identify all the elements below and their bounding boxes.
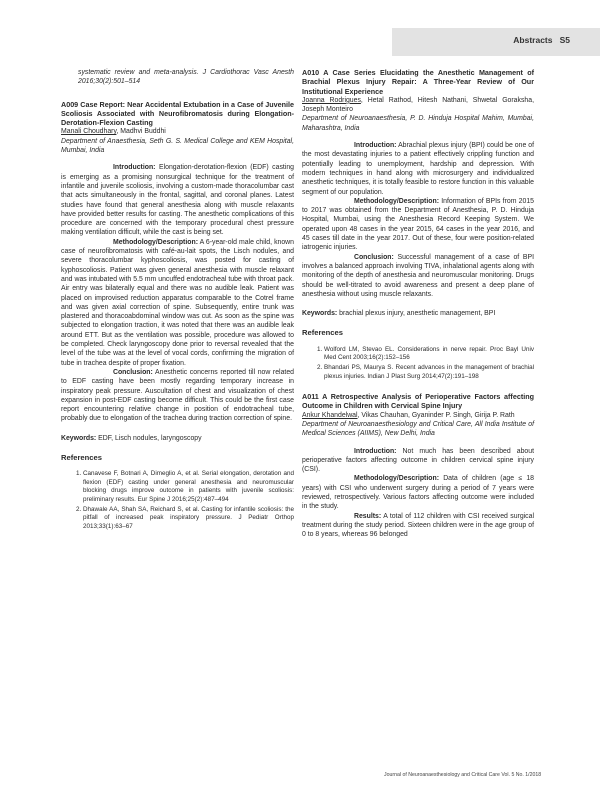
keywords-text: EDF, Lisch nodules, laryngoscopy (96, 434, 202, 442)
co-authors: , Vikas Chauhan, Gyaninder P. Singh, Girija P. Rath (357, 411, 515, 419)
reference-item: 1. Wolford LM, Stevao EL. Considerations in nerve repair. Proc Bayl Univ Med Cent 2003;16(2):152–156 (324, 346, 534, 363)
conclusion-paragraph (302, 253, 534, 299)
co-authors: , Hetal Rathod, Hitesh Nathani, Shwetal Goraksha, Joseph Monteiro (302, 96, 534, 114)
abstract-title: A011 A Retrospective Analysis of Perioperative Factors affecting Outcome in Children with Cervical Spine Injury (302, 392, 534, 411)
keywords-label: Keywords: (61, 434, 97, 442)
keywords-text: brachial plexus injury, anesthetic management, BPI (337, 310, 496, 318)
spacer (302, 382, 534, 392)
section-label: Results: (354, 512, 382, 520)
abstract-affiliation: Department of Neuroanaesthesia, P. D. Hinduja Hospital Mahim, Mumbai, Maharashtra, India (302, 115, 534, 132)
section-label: Conclusion: (354, 253, 394, 261)
continuation-reference: systematic review and meta-analysis. J Cardiothorac Vasc Anesth 2016;30(2):501–514 (78, 69, 294, 86)
header-label (513, 35, 570, 45)
section-text: Data of children (age ≤ 18 years) with CSI who underwent surgery during a period of 7 years were reviewed, retrospectively. Various factors affecting outcome were included in the study. (302, 475, 534, 511)
right-column (302, 68, 534, 540)
page-header (0, 28, 600, 56)
presenting-author: Joanna Rodrigues (302, 96, 361, 104)
introduction-paragraph (302, 141, 534, 197)
section-text: A total of 112 children with CSI received surgical treatment during the study period. Sixteen children were in the age group of 0 to 8 years, whereas 96 belonged (302, 512, 534, 539)
section-label: Methodology/Description: (113, 238, 198, 246)
section-label: Methodology/Description: (354, 197, 439, 205)
abstract-authors (302, 411, 534, 420)
section-label: Conclusion: (113, 368, 153, 376)
header-page-number: S5 (559, 35, 570, 45)
methodology-paragraph (302, 474, 534, 511)
methodology-paragraph (302, 197, 534, 253)
page-footer: Journal of Neuroanaesthesiology and Critical Care Vol. 5 No. 1/2018 (384, 772, 542, 778)
conclusion-paragraph (61, 368, 294, 424)
reference-item: 2. Bhandari PS, Maurya S. Recent advances in the management of brachial plexus injuries. Indian J Plast Surg 2014;47(2):191–198 (324, 364, 534, 381)
abstract-affiliation: Department of Anaesthesia, Seth G. S. Medical College and KEM Hospital, Mumbai, India (61, 137, 294, 155)
abstract-title: A010 A Case Series Elucidating the Anesthetic Management of Brachial Plexus Injury Repair: A Three-Year Review of Our Institutional Experience (302, 68, 534, 96)
co-authors: , Madhvi Buddhi (116, 128, 166, 136)
section-text: Abrachial plexus injury (BPI) could be one of the most devastating injuries to a patient effectively crippling function and potentially leading to unemployment, hardship and depression. With modern techniques in hand along with microsurgery and individualized anesthetic techniques, it is totally feasible to restore function in this valuable segment of our population. (302, 142, 534, 196)
reference-list (61, 470, 294, 531)
abstract-a010 (302, 68, 534, 381)
introduction-paragraph (302, 447, 534, 475)
abstract-title: A009 Case Report: Near Accidental Extubation in a Case of Juvenile Scoliosis Associated with Neurofibromatosis during Elongation-Derotation-Flexion Casting (61, 99, 294, 128)
abstract-authors (61, 127, 294, 136)
section-text: Information of BPIs from 2015 to 2017 was obtained from the Department of Anesthesia, P. D. Hinduja Hospital, Mumbai, using the Anesthesia Record Keeping System. We operated upon 48 cases in the year 2015, 64 cases in the year 2016, and 45 cases till date in the year 2017. Out of these, four were position-related iatrogenic injuries. (302, 197, 534, 252)
section-label: Methodology/Description: (354, 475, 439, 483)
results-paragraph (302, 512, 534, 540)
references-heading: References (302, 328, 343, 338)
section-label: Introduction: (113, 164, 156, 172)
abstract-affiliation: Department of Neuroanaesthesiology and Critical Care, All India Institute of Medical Sciences (AIIMS), New Delhi, India (302, 420, 534, 438)
header-section: Abstracts (513, 35, 553, 45)
section-label: Introduction: (354, 142, 397, 150)
presenting-author: Ankur Khandelwal (302, 411, 358, 419)
references-heading: References (61, 452, 102, 462)
presenting-author: Manali Choudhary (61, 128, 117, 136)
section-text: Not much has been described about perioperative factors affecting outcome in children cervical spine injury (CSI). (302, 447, 534, 474)
abstract-a011 (302, 392, 534, 539)
section-text: A 6-year-old male child, known case of neurofibromatosis with café-au-lait spots, the Lisch nodules, and severe thoracolumbar kyphoscoliosis, was posted for casting of kyphoscoliosis. Patient was given general anesthesia with muscle relaxant and was intubated with 5.5 mm uncuffed endotracheal tube with throat pack. Air entry was bilaterally equal and there was no audible leak. Patient was placed on improvised reduction apparatus comparable to the Cotrel frame and was given axial correction of spine. Subsequently, entire trunk was plastered and thoracoabdominal window was cut. As soon as the spine was subjected to elongation traction, it was noted that there was an audible leak around ETT. But as the ventilation was possible, procedure was allowed to be completed. Check laryngoscopy done prior to reversal revealed that the level of the tube was at the level of vocal cords, confirming the migration of tube in trachea despite of proper fixation. (61, 238, 294, 367)
left-column (61, 68, 294, 532)
section-text: Successful management of a case of BPI involves a balanced approach involving TIVA, inhalational agents along with monitoring of the depth of anesthesia and neuromuscular monitoring. Drugs should be well-titrated to avoid awareness and present a deep plane of anesthesia without using muscle relaxants. (302, 253, 534, 298)
reference-item: 2. Dhawale AA, Shah SA, Reichard S, et al. Casting for infantile scoliosis: the pitfall of increased peak inspiratory pressure. J Pediatr Orthop 2013;33(1):63–67 (83, 506, 294, 532)
reference-item: 1. Canavese F, Botnari A, Dimeglio A, et al. Serial elongation, derotation and flexion (EDF) casting under general anesthesia and neuromuscular blocking drugs improve outcome in patients with juvenile scoliosis: preliminary results. Eur Spine J 2016;25(2):487–494 (83, 470, 294, 504)
abstract-a009 (61, 100, 294, 532)
abstract-authors (302, 96, 534, 115)
introduction-paragraph (61, 163, 294, 237)
section-label: Introduction: (354, 447, 397, 455)
methodology-paragraph (61, 238, 294, 368)
section-text: Elongation-derotation-flexion (EDF) casting is emerging as a promising nonsurgical technique for the treatment of infantile and juvenile scoliosis, involving a custom-made thoracolumbar cast that acts simultaneously in the frontal, sagittal, and coronal planes. Latest studies have found that general anesthesia along with muscle relaxants have provided better results for casting. The anesthetic complications of this procedure are concerned with the temporary procedural chest pressure making ventilation difficult, while the cast is being set. (61, 164, 294, 237)
keywords (61, 434, 294, 443)
section-text: Anesthetic concerns reported till now related to EDF casting have been mostly regarding temporary increase in inspiratory peak pressure. Auscultation of chest and visualization of chest expansion in post-EDF casting become difficult. This could be the first case report encountering relative change in position of endotracheal tube, probably due to elongation of the trachea during traction correction of spine. (61, 368, 294, 423)
reference-list (302, 346, 534, 381)
keywords (302, 309, 534, 318)
keywords-label: Keywords: (302, 310, 338, 318)
